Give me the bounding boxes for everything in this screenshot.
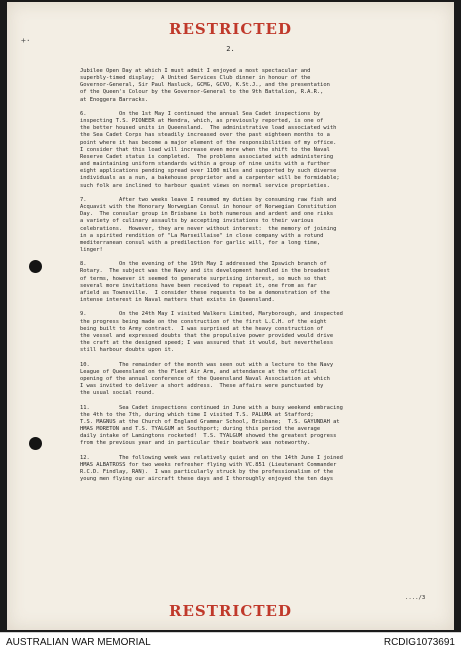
text-line: T.S. MAGNUS at the Church of England Grammar School, Brisbane; T.S. GAYUNDAH at — [80, 418, 340, 425]
corner-mark: +· — [21, 36, 31, 45]
paragraph — [80, 311, 432, 354]
text-line: HMAS ALBATROSS for two weeks refresher flying with VC.851 (Lieutenant Commander — [80, 461, 337, 468]
text-line: intense interest in Naval matters that exists in Queensland. — [80, 297, 275, 304]
text-line: of the Queen's Colour by the Governor-General to the 9th Battalion, R.A.R., — [80, 89, 324, 96]
text-line: R.C.D. Findlay, RAN). I was particularly struck by the professionalism of the — [80, 468, 334, 475]
text-line: such folk are inclined to harbour quaint views on normal service proprieties. — [80, 182, 330, 189]
text-line: I was invited to deliver a short address. These affairs were punctuated by — [80, 383, 324, 390]
text-line: the vessel and expressed doubts that the propulsive power provided would drive — [80, 332, 334, 339]
text-line: young men flying our aircraft these days and I thoroughly enjoyed the ten days — [80, 476, 334, 483]
punch-hole-upper — [29, 260, 42, 273]
paragraph — [80, 362, 432, 398]
classification-stamp-top: RESTRICTED — [169, 20, 292, 38]
text-line: League of Queensland on the Fleet Air Arm, and attendance at the official — [80, 368, 317, 375]
page-number: 2. — [226, 45, 235, 53]
text-line: 9. On the 24th May I visited Walkers Limited, Maryborough, and inspected — [80, 311, 343, 318]
text-line: the progress being made on the construction of the first L.C.H. of the eight — [80, 318, 327, 325]
paragraph — [80, 68, 432, 104]
text-line: from the previous year and in particular their boatwork was noteworthy. — [80, 440, 311, 447]
paragraph — [80, 197, 432, 254]
text-line: several more invitations have been received to repeat it, one from as far — [80, 282, 317, 289]
text-line: linger! — [80, 246, 103, 253]
text-line: a variety of culinary assaults by accepting invitations to their various — [80, 218, 314, 225]
text-line: the Sea Cadet Corps has steadily increased over the past eighteen months to a — [80, 132, 330, 139]
text-line: being built to Army contract. I was surprised at the heavy construction of — [80, 325, 324, 332]
text-line: and maintaining uniform standards within a group of nine units with a further — [80, 161, 330, 168]
text-line: in a spirited rendition of "La Marseillaise" in close company with a rotund — [80, 232, 324, 239]
text-line: eight applications pending spread over 1100 miles and supported by such diverse — [80, 168, 337, 175]
text-line: superbly-timed display; A United Services Club dinner in honour of the — [80, 75, 311, 82]
text-line: Governor-General, Sir Paul Hasluck, GCMG, GCVO, K.St.J., and the presentation — [80, 82, 330, 89]
institution-name: AUSTRALIAN WAR MEMORIAL — [6, 637, 151, 648]
paragraph — [80, 405, 432, 448]
text-line: the better housed units in Queensland. The administrative load associated with — [80, 125, 337, 132]
record-id: RCDIG1073691 — [383, 637, 455, 648]
text-line: at Enoggera Barracks. — [80, 96, 149, 103]
text-line: the 4th to the 7th, during which time I visited T.S. PALUMA at Stafford; — [80, 411, 314, 418]
classification-stamp-bottom: RESTRICTED — [169, 602, 292, 620]
text-line: HMAS MORETON and T.S. TYALGUM at Southport; during this period the average — [80, 426, 321, 432]
text-line: 10. The remainder of the month was seen out with a lecture to the Navy — [80, 361, 334, 368]
text-line: afield as Townsville. I consider these requests to be a demonstration of the — [80, 289, 330, 296]
text-line: celebrations. However, they are never without interest: the memory of joining — [80, 225, 337, 232]
text-line: of terms, however it seemed to generate surprising interest, so much so that — [80, 275, 327, 282]
punch-hole-lower — [29, 437, 42, 450]
text-line: Day. The consular group in Brisbane is both numerous and ardent and one risks — [80, 211, 334, 218]
text-line: individuals as a nun, a bakehouse proprietor and a carpenter will be formidable; — [80, 175, 340, 182]
text-line: opening of the annual conference of the Queensland Naval Association at which — [80, 375, 330, 382]
text-line: 8. On the evening of the 19th May I addressed the Ipswich branch of — [80, 261, 327, 268]
text-line: I consider that this load will increase even more when the shift to the Naval — [80, 146, 330, 153]
text-line: Rotary. The subject was the Navy and its development handled in the broadest — [80, 268, 330, 275]
text-line: 6. On the 1st May I continued the annual Sea Cadet inspections by — [80, 110, 321, 117]
text-line: point where it has become a major element of the responsibilities of my office. — [80, 139, 337, 146]
archive-footer-strip — [0, 632, 461, 654]
text-line: mediterranean consul with a predilection for garlic will, for a long time, — [80, 239, 321, 246]
text-line: 11. Sea Cadet inspections continued in June with a busy weekend embracing — [80, 404, 343, 411]
continuation-reference: ..../3 — [405, 595, 426, 601]
text-line: inspecting T.S. PIONEER at Hendra, which, as previously reported, is one of — [80, 118, 324, 125]
document-body — [80, 68, 432, 490]
text-line: the craft at the designed speed; I was assured that it would, but nevertheless — [80, 340, 334, 347]
text-line: Acquavit with the Honorary Norwegian Consul in honour of Norwegian Constitution — [80, 204, 337, 211]
text-line: 7. After two weeks leave I resumed my duties by consuming raw fish and — [80, 196, 337, 203]
text-line: Reserve Cadet status is completed. The problems associated with administering — [80, 153, 334, 160]
text-line: still harbour doubts upon it. — [80, 347, 175, 354]
text-line: the usual social round. — [80, 390, 155, 397]
paragraph — [80, 455, 432, 484]
text-line: Jubilee Open Day at which I must admit I enjoyed a most spectacular and — [80, 68, 311, 74]
text-line: daily intake of Lamingtons rocketed! T.S. TYALGUM showed the greatest progress — [80, 433, 337, 440]
paragraph — [80, 111, 432, 190]
text-line: 12. The following week was relatively quiet and on the 14th June I joined — [80, 454, 343, 461]
paragraph — [80, 261, 432, 304]
document-page — [7, 2, 454, 630]
